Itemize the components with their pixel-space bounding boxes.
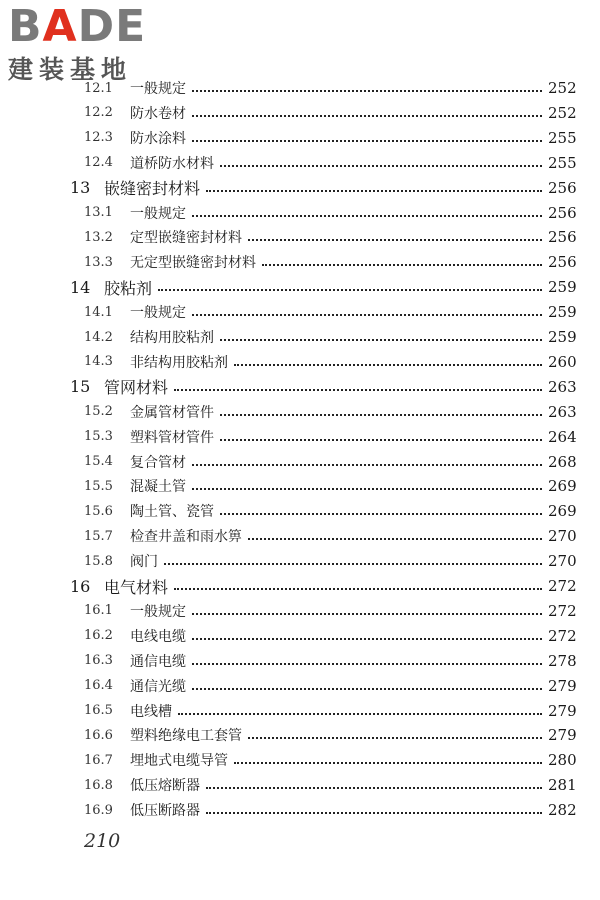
dot-leader [164, 563, 542, 565]
dot-leader [192, 638, 542, 640]
toc-section-row[interactable] [0, 400, 600, 424]
toc-entry-number: 16.1 [84, 603, 113, 619]
dot-leader [220, 165, 542, 167]
dot-leader [192, 90, 542, 92]
toc-entry-title: 非结构用胶粘剂 [130, 354, 228, 371]
toc-section-row[interactable] [0, 748, 600, 772]
dot-leader [192, 215, 542, 217]
dot-leader [206, 190, 542, 192]
dot-leader [248, 538, 542, 540]
dot-leader [220, 339, 542, 341]
toc-section-row[interactable] [0, 325, 600, 349]
toc-entry-title: 无定型嵌缝密封材料 [130, 255, 256, 272]
toc-entry-number: 15 [70, 377, 91, 397]
toc-entry-page: 252 [548, 79, 577, 97]
toc-entry-page: 281 [548, 776, 577, 795]
dot-leader [192, 115, 542, 117]
toc-entry-number: 12.4 [84, 155, 113, 171]
dot-leader [178, 713, 542, 715]
toc-entry-number: 12.2 [84, 105, 113, 121]
toc-entry-title: 嵌缝密封材料 [104, 179, 201, 199]
dot-leader [158, 289, 542, 291]
toc-entry-page: 263 [548, 377, 577, 396]
dot-leader [234, 762, 542, 764]
toc-entry-title: 通信电缆 [130, 653, 186, 670]
toc-section-row[interactable] [0, 300, 600, 324]
toc-entry-title: 低压断路器 [130, 803, 200, 820]
toc-entry-number: 16.3 [84, 653, 113, 669]
toc-entry-page: 272 [548, 626, 577, 645]
logo-wordmark: BADE [8, 1, 147, 52]
dot-leader [206, 812, 542, 814]
toc-entry-title: 电线槽 [130, 703, 172, 720]
toc-entry-page: 272 [548, 601, 577, 620]
toc-entry-number: 15.8 [84, 553, 113, 569]
toc-entry-title: 管网材料 [104, 378, 169, 398]
toc-entry-page: 263 [548, 402, 577, 421]
toc-entry-page: 264 [548, 427, 577, 446]
toc-entry-title: 定型嵌缝密封材料 [130, 230, 242, 247]
toc-entry-number: 14.1 [84, 304, 113, 320]
toc-entry-page: 282 [548, 801, 577, 820]
toc-section-row[interactable] [0, 101, 600, 125]
dot-leader [192, 314, 542, 316]
toc-section-row[interactable] [0, 350, 600, 374]
dot-leader [192, 613, 542, 615]
toc-section-row[interactable] [0, 624, 600, 648]
toc-entry-number: 14.2 [84, 329, 113, 345]
toc-entry-title: 阀门 [130, 554, 158, 571]
dot-leader [248, 737, 542, 739]
toc-entry-number: 16.7 [84, 752, 113, 768]
toc-section-row[interactable] [0, 699, 600, 723]
toc-entry-title: 电气材料 [104, 577, 169, 597]
dot-leader [262, 264, 542, 266]
toc-entry-number: 13.2 [84, 229, 113, 245]
toc-section-row[interactable] [0, 773, 600, 797]
toc-section-row[interactable] [0, 201, 600, 225]
toc-section-row[interactable] [0, 151, 600, 175]
toc-entry-title: 金属管材管件 [130, 404, 214, 421]
toc-section-row[interactable] [0, 674, 600, 698]
toc-entry-number: 13.1 [84, 205, 113, 220]
toc-entry-number: 15.3 [84, 429, 113, 445]
toc-entry-title: 通信光缆 [130, 678, 186, 695]
toc-entry-page: 255 [548, 153, 577, 172]
dot-leader [174, 389, 542, 391]
toc-entry-page: 259 [548, 328, 577, 346]
toc-entry-number: 16.5 [84, 703, 113, 718]
toc-entry-page: 252 [548, 103, 577, 122]
toc-entry-number: 15.5 [84, 478, 113, 494]
toc-section-row[interactable] [0, 76, 600, 100]
toc-entry-page: 279 [548, 676, 577, 695]
dot-leader [220, 439, 542, 441]
toc-entry-title: 防水卷材 [130, 105, 186, 122]
dot-leader [192, 488, 542, 490]
toc-entry-title: 一般规定 [130, 603, 186, 620]
toc-entry-page: 279 [548, 726, 577, 745]
toc-entry-title: 结构用胶粘剂 [130, 330, 214, 346]
dot-leader [248, 239, 542, 241]
dot-leader [234, 364, 542, 366]
toc-chapter-row[interactable] [0, 176, 600, 200]
toc-entry-title: 塑料绝缘电工套管 [130, 728, 242, 745]
toc-entry-number: 13.3 [84, 254, 113, 270]
toc-entry-page: 279 [548, 701, 577, 720]
toc-entry-number: 16.9 [84, 802, 113, 818]
toc-section-row[interactable] [0, 649, 600, 673]
toc-entry-page: 280 [548, 751, 577, 770]
toc-entry-number: 12.1 [84, 80, 113, 96]
dot-leader [192, 464, 542, 466]
toc-section-row[interactable] [0, 250, 600, 274]
dot-leader [220, 513, 542, 515]
toc-entry-title: 检查井盖和雨水箅 [130, 529, 242, 546]
toc-entry-title: 陶土管、瓷管 [130, 504, 214, 521]
toc-entry-page: 255 [548, 128, 577, 147]
toc-entry-title: 胶粘剂 [104, 278, 153, 298]
logo-subtitle: 建装基地 [8, 55, 133, 84]
toc-section-row[interactable] [0, 549, 600, 573]
toc-entry-page: 256 [548, 178, 577, 197]
toc-entry-title: 低压熔断器 [130, 778, 200, 795]
dot-leader [192, 663, 542, 665]
toc-entry-page: 278 [548, 651, 577, 670]
toc-entry-number: 15.2 [84, 404, 113, 420]
toc-entry-page: 268 [548, 452, 577, 471]
toc-entry-title: 混凝土管 [130, 479, 186, 496]
toc-chapter-row[interactable] [0, 275, 600, 299]
toc-section-row[interactable] [0, 723, 600, 747]
toc-entry-page: 259 [548, 278, 577, 297]
toc-section-row[interactable] [0, 126, 600, 150]
dot-leader [192, 140, 542, 142]
toc-section-row[interactable] [0, 450, 600, 474]
toc-entry-number: 16 [70, 576, 91, 596]
toc-chapter-row[interactable] [0, 375, 600, 399]
toc-entry-title: 防水涂料 [130, 130, 186, 147]
toc-section-row[interactable] [0, 499, 600, 523]
toc-entry-number: 13 [70, 178, 91, 198]
toc-entry-title: 一般规定 [130, 81, 186, 97]
page-number: 210 [84, 830, 121, 852]
toc-section-row[interactable] [0, 425, 600, 449]
toc-entry-number: 16.4 [84, 678, 113, 694]
toc-entry-number: 16.8 [84, 777, 113, 793]
toc-entry-title: 塑料管材管件 [130, 429, 214, 446]
toc-chapter-row[interactable] [0, 574, 600, 598]
toc-entry-number: 14.3 [84, 354, 113, 370]
dot-leader [220, 414, 542, 416]
toc-entry-number: 12.3 [84, 130, 113, 146]
dot-leader [192, 688, 542, 690]
toc-entry-page: 270 [548, 527, 577, 546]
toc-section-row[interactable] [0, 599, 600, 623]
toc-entry-number: 15.7 [84, 528, 113, 544]
toc-section-row[interactable] [0, 225, 600, 249]
toc-entry-number: 15.6 [84, 503, 113, 519]
toc-entry-page: 272 [548, 577, 577, 595]
toc-entry-number: 14 [70, 277, 91, 297]
toc-entry-number: 16.2 [84, 628, 113, 644]
toc-entry-title: 埋地式电缆导管 [130, 753, 228, 770]
toc-entry-number: 15.4 [84, 454, 113, 469]
toc-entry-page: 260 [548, 352, 577, 371]
toc-entry-page: 269 [548, 477, 577, 496]
toc-entry-title: 复合管材 [130, 454, 186, 471]
toc-entry-page: 256 [548, 228, 577, 247]
toc-section-row[interactable] [0, 524, 600, 548]
toc-entry-page: 270 [548, 552, 577, 571]
toc-entry-title: 道桥防水材料 [130, 155, 214, 172]
toc-entry-page: 269 [548, 502, 577, 521]
toc-entry-page: 259 [548, 303, 577, 322]
dot-leader [174, 588, 542, 590]
toc-section-row[interactable] [0, 798, 600, 822]
toc-section-row[interactable] [0, 474, 600, 498]
toc-entry-number: 16.6 [84, 727, 113, 743]
toc-entry-page: 256 [548, 253, 577, 272]
toc-entry-title: 一般规定 [130, 305, 186, 322]
toc-entry-page: 256 [548, 203, 577, 222]
toc-entry-title: 一般规定 [130, 205, 186, 222]
toc-entry-title: 电线电缆 [130, 628, 186, 645]
dot-leader [206, 787, 542, 789]
